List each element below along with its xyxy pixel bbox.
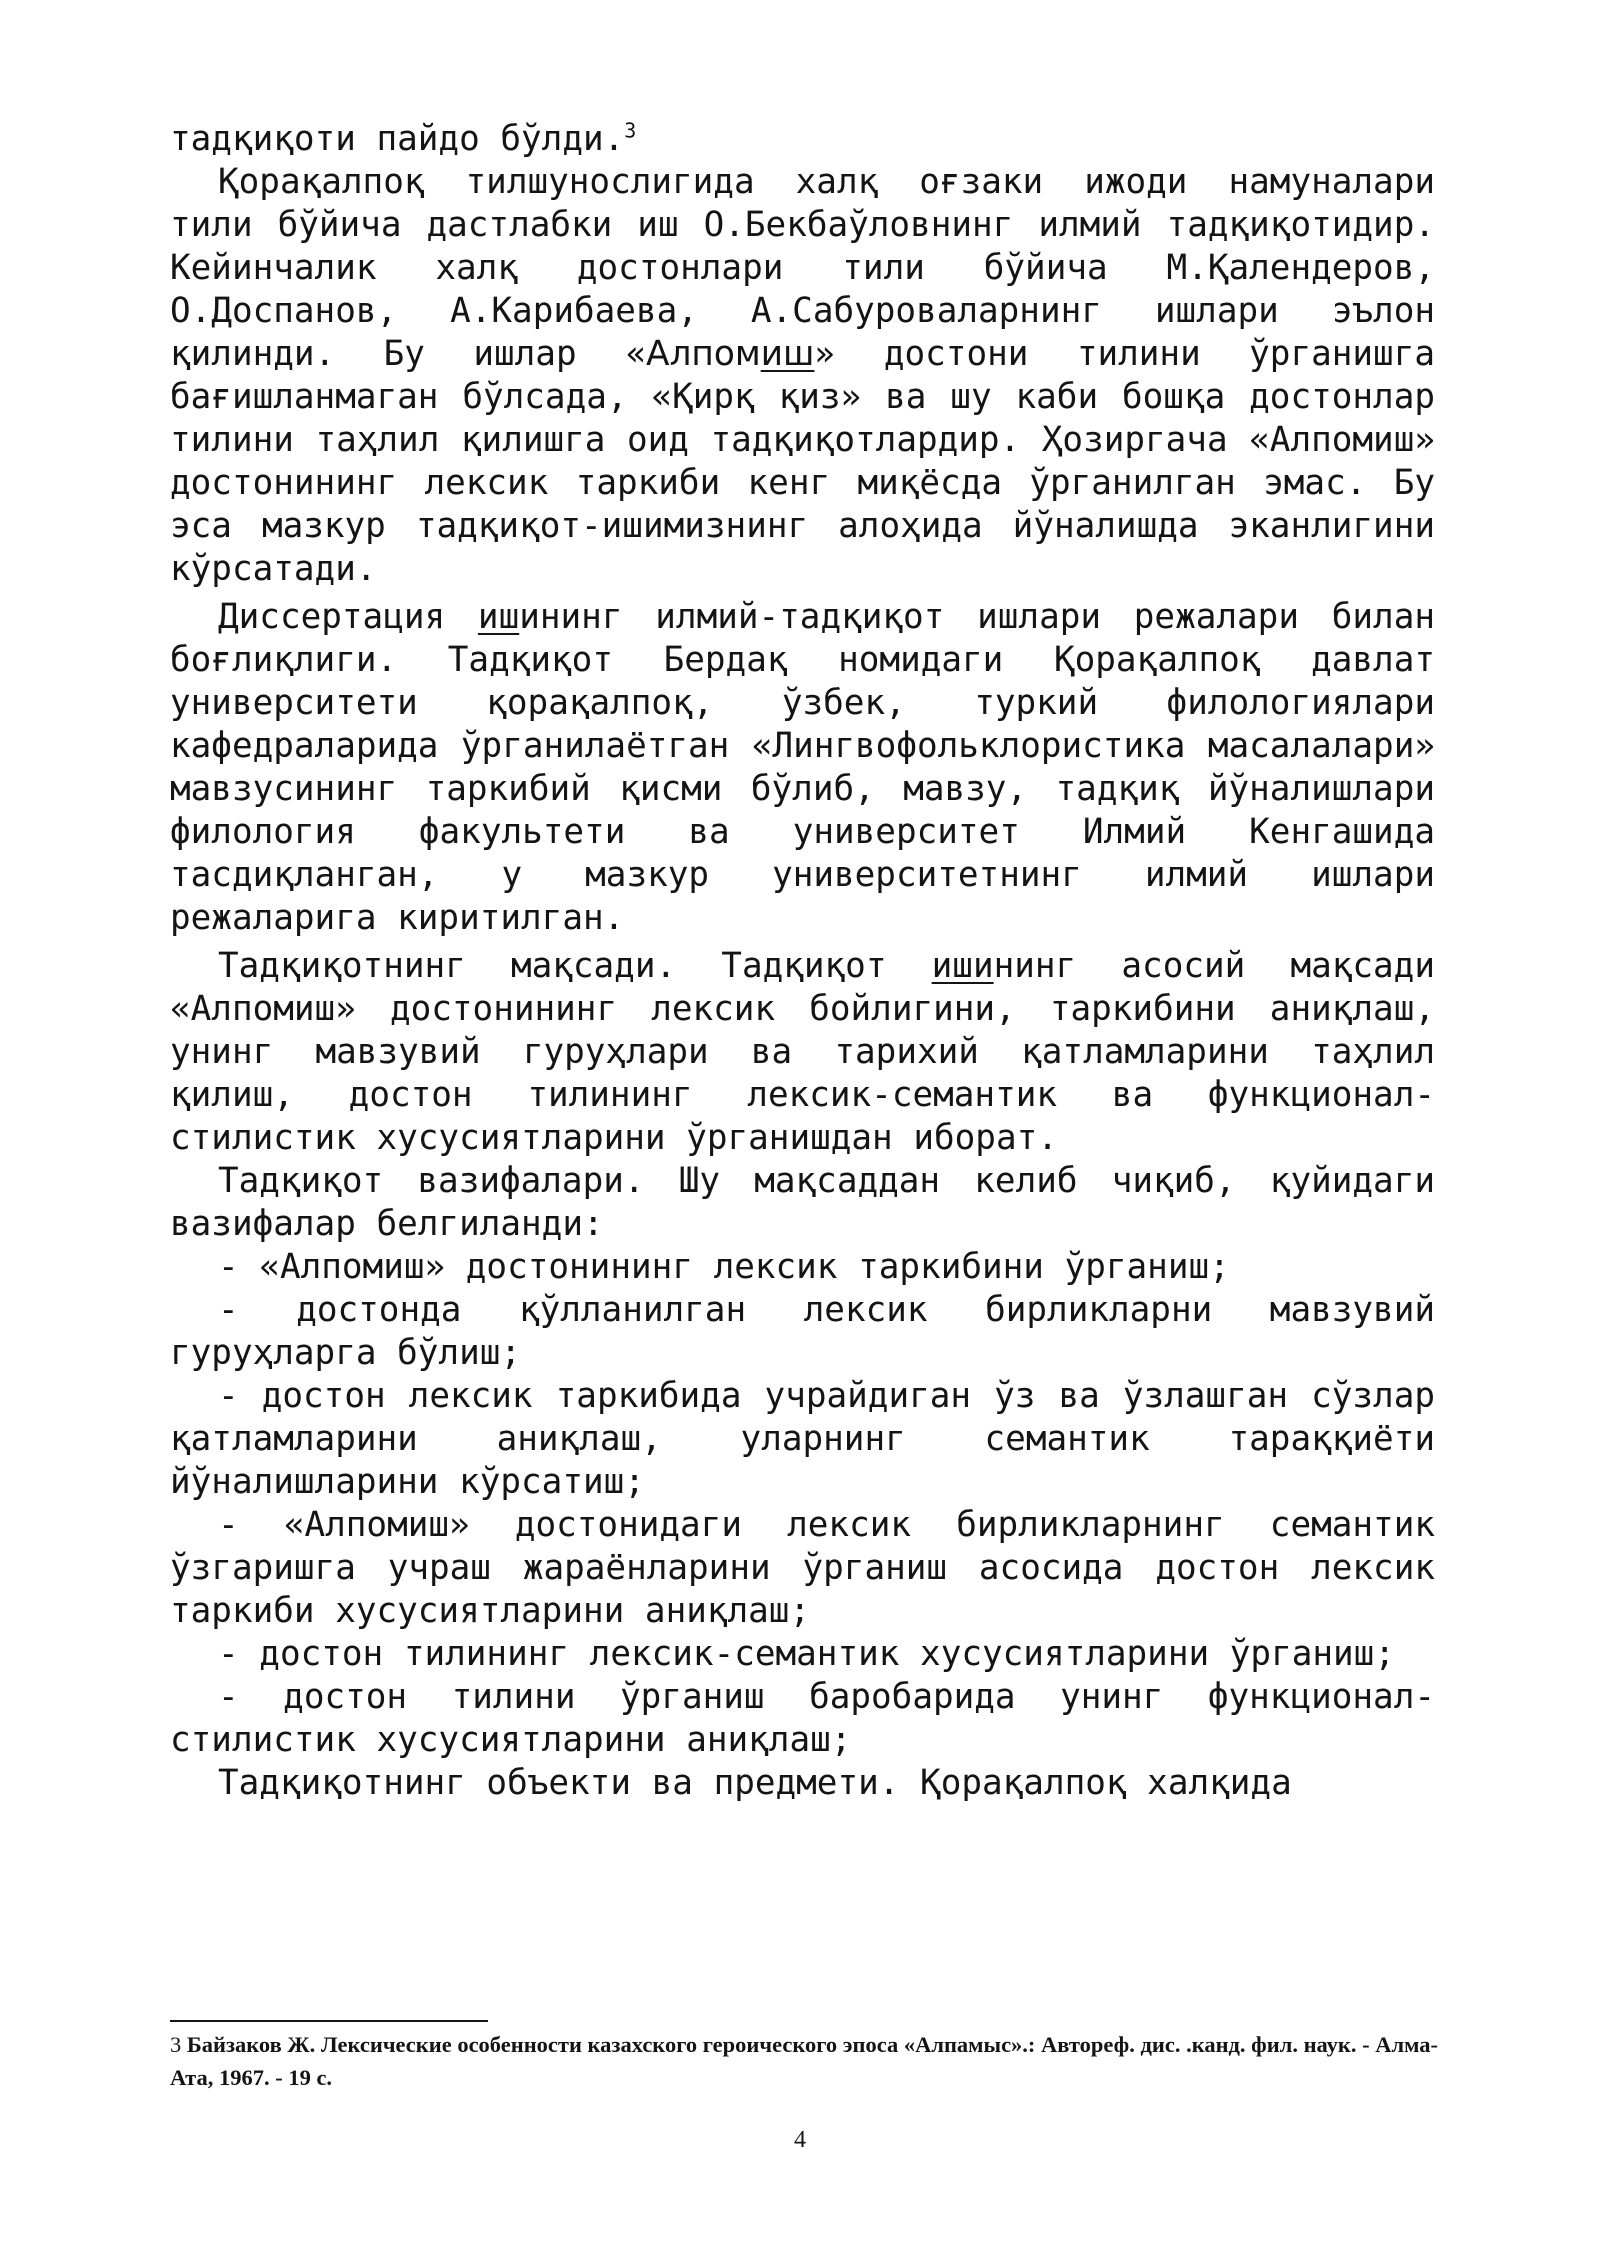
paragraph-text: тадқиқоти пайдо бўлди. xyxy=(170,119,625,159)
footnote-text: Байзаков Ж. Лексические особенности казахского героического эпоса «Алпамыс».: Автореф. дис. .канд. фил. наук. - Алма-Ата, 1967. - 19 с. xyxy=(170,2032,1439,2090)
quoted-title xyxy=(625,334,835,374)
paragraph-research-history xyxy=(170,161,1435,591)
paragraph-research-aim xyxy=(170,945,1435,1160)
footnote-number: 3 xyxy=(170,2032,182,2057)
list-item: - достон лексик таркибида учрайдиган ўз ва ўзлашган сўзлар қатламларини аниқлаш, уларнинг семантик тараққиёти йўналишларини кўрсатиш; xyxy=(170,1376,1435,1502)
list-item: - достон тилининг лексик-семантик хусусиятларини ўрганиш; xyxy=(218,1634,1395,1674)
paragraph-text: Диссертация xyxy=(218,597,446,637)
paragraph-text: илмий-тадқиқот ишлари режалари билан боғлиқлиги. Тадқиқот Бердақ номидаги Қорақалпоқ давлат университети қорақалпоқ, ўзбек, туркий филологиялари кафедраларида ўрганилаётган «Лингвофольклористика масалалари» мавзусининг таркибий қисми бўлиб, мавзу, тадқиқ йўналишлари филология факультети ва университет Илмий Кенгашида тасдиқланган, у мазкур университетнинг илмий ишлари режаларига киритилган. xyxy=(170,597,1435,938)
paragraph-continuation xyxy=(170,118,1435,161)
word-suffix: нинг xyxy=(993,946,1077,986)
footnote-divider xyxy=(170,2020,488,2022)
underlined-fragment: иши xyxy=(931,946,994,986)
body-text xyxy=(170,118,1435,1805)
paragraph-text: Тадқиқотнинг мақсади. Тадқиқот xyxy=(218,946,887,986)
list-item: - «Алпомиш» достонининг лексик таркибини ўрганиш; xyxy=(218,1247,1230,1287)
paragraph-research-object: Тадқиқотнинг объекти ва предмети. Қорақалпоқ халқида xyxy=(218,1763,1292,1803)
list-item: - достон тилини ўрганиш баробарида унинг функционал-стилистик хусусиятларини аниқлаш; xyxy=(170,1677,1435,1760)
paragraph-research-tasks: Тадқиқот вазифалари. Шу мақсаддан келиб чиқиб, қуйидаги вазифалар белгиланди: xyxy=(170,1161,1435,1244)
quoted-title-end: » xyxy=(814,334,836,374)
underlined-fragment: иш xyxy=(760,334,815,374)
quoted-title-start: «Алпом xyxy=(625,334,761,374)
underlined-fragment: иш xyxy=(477,597,520,637)
paragraph-text: асосий мақсади «Алпомиш» достонининг лексик бойлигини, таркибини аниқлаш, унинг мавзувий гуруҳлари ва тарихий қатламларини таҳлил қилиш, достон тилининг лексик-семантик ва функционал-стилистик хусусиятларини ўрганишдан иборат. xyxy=(170,946,1435,1158)
word-suffix: ининг xyxy=(519,597,623,637)
list-item: - достонда қўлланилган лексик бирликларни мавзувий гуруҳларга бўлиш; xyxy=(170,1290,1435,1373)
list-item: - «Алпомиш» достонидаги лексик бирликларнинг семантик ўзгаришга учраш жараёнларини ўрганиш асосида достон лексик таркиби хусусиятларини аниқлаш; xyxy=(170,1505,1435,1631)
paragraph-research-link xyxy=(170,596,1435,940)
paragraph-text: достони тилини ўрганишга бағишланмаган бўлсада, «Қирқ қиз» ва шу каби бошқа достонлар тилини таҳлил қилишга оид тадқиқотлардир. Ҳозиргача «Алпомиш» достонининг лексик таркиби кенг миқёсда ўрганилган эмас. Бу эса мазкур тадқиқот-ишимизнинг алоҳида йўналишда эканлигини кўрсатади. xyxy=(170,334,1435,589)
footnote-reference[interactable]: 3 xyxy=(624,118,637,143)
footnote xyxy=(170,2028,1440,2094)
paragraph-text: Қорақалпоқ тилшунослигида халқ оғзаки ижоди намуналари тили бўйича дастлабки иш О.Бекбаўловнинг илмий тадқиқотидир. Кейинчалик халқ достонлари тили бўйича М.Қалендеров, О.Доспанов, А.Карибаева, А.Сабуроваларнинг ишлари эълон қилинди. Бу ишлар xyxy=(170,162,1435,374)
page-number: 4 xyxy=(794,2127,806,2153)
